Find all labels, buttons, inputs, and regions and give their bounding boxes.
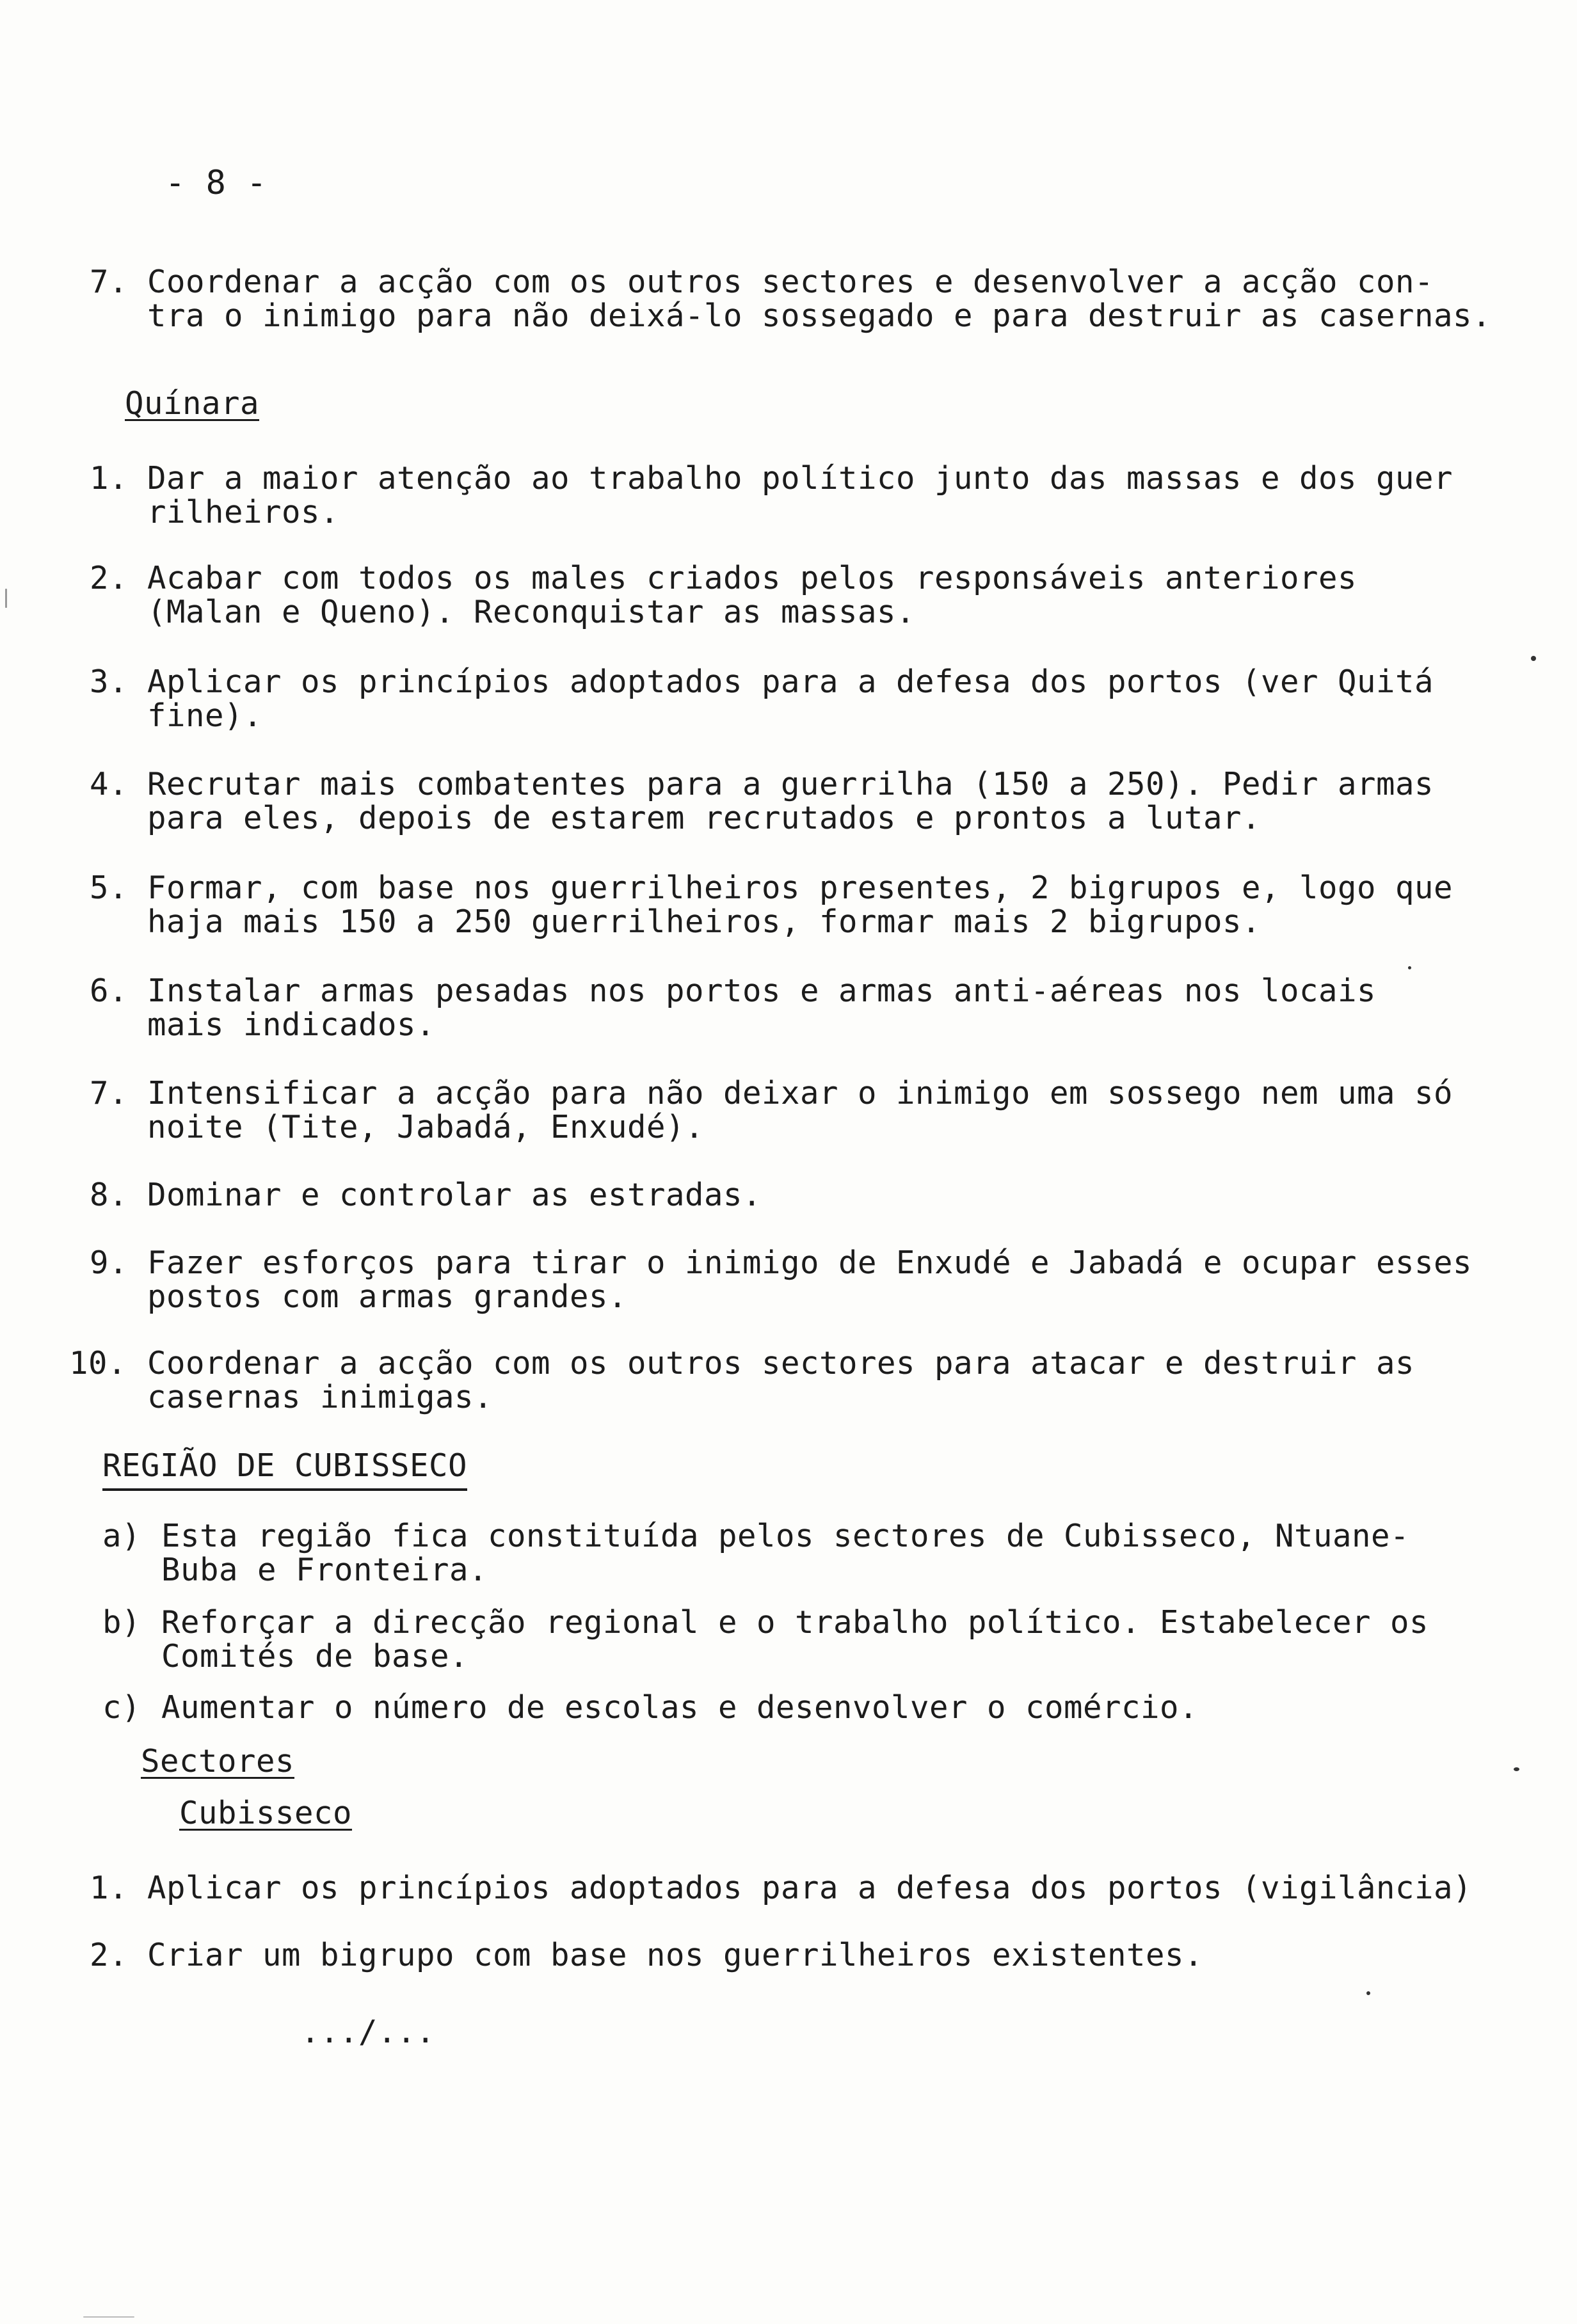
quinara-item-3 [90,665,1434,733]
item-number: 3. [90,664,129,700]
scan-speck [1514,1767,1519,1771]
item-number: 1. [90,460,129,497]
item-number: a) [102,1518,141,1554]
cubisseco-item-2 [90,1939,1203,1973]
item-line: fine). [147,697,263,734]
item-line: haja mais 150 a 250 guerrilheiros, formar mais 2 bigrupos. [147,903,1261,940]
quinara-item-7 [90,1077,1453,1145]
item-line: Recrutar mais combatentes para a guerrilha (150 a 250). Pedir armas [147,766,1434,802]
item-line: Intensificar a acção para não deixar o inimigo em sossego nem uma só [147,1075,1453,1111]
item-line: Aplicar os princípios adoptados para a defesa dos portos (vigilância) [147,1870,1473,1906]
quinara-item-1 [90,462,1453,530]
quinara-item-5 [90,872,1453,939]
item-number: 7. [90,1075,129,1111]
item-number: 10. [69,1345,127,1381]
item-line: mais indicados. [147,1006,436,1043]
scan-speck [83,2316,134,2318]
item-line: Esta região fica constituída pelos sectores de Cubisseco, Ntuane- [161,1518,1410,1554]
scan-speck [1366,1991,1370,1995]
item-number: b) [102,1604,141,1641]
item-number: 6. [90,973,129,1009]
quinara-item-8 [90,1179,762,1213]
scan-speck [1531,656,1536,661]
cubisseco-heading: Cubisseco [179,1795,353,1831]
item-line: postos com armas grandes. [147,1278,628,1315]
item-line: Criar um bigrupo com base nos guerrilheiros existentes. [147,1937,1204,1973]
item-line: noite (Tite, Jabadá, Enxudé). [147,1108,705,1145]
item-line: Reforçar a direcção regional e o trabalho político. Estabelecer os [161,1604,1429,1641]
item-number: 1. [90,1870,129,1906]
item-number: c) [102,1689,141,1726]
region-item-c [102,1691,1198,1725]
item-line: tra o inimigo para não deixá-lo sossegado e para destruir as casernas. [147,297,1492,334]
item-line: Dar a maior atenção ao trabalho político junto das massas e dos guer [147,460,1453,497]
scan-speck [1408,966,1411,969]
item-number: 2. [90,1937,129,1973]
item-line: Coordenar a acção com os outros sectores e desenvolver a acção con- [147,264,1434,300]
cubisseco-item-1 [90,1872,1472,1906]
item-number: 4. [90,766,129,802]
item-line: Instalar armas pesadas nos portos e armas anti-aéreas nos locais [147,973,1377,1009]
sectores-heading: Sectores [141,1743,295,1779]
quinara-item-10 [69,1347,1414,1415]
scan-speck [5,589,7,608]
item-line: Formar, com base nos guerrilheiros presentes, 2 bigrupos e, logo que [147,870,1453,906]
item-number: 9. [90,1245,129,1281]
item-line: Coordenar a acção com os outros sectores para atacar e destruir as [147,1345,1415,1381]
quinara-item-2 [90,562,1357,630]
item-line: Comités de base. [161,1637,469,1675]
quinara-item-6 [90,975,1376,1042]
item-line: casernas inimigas. [147,1378,493,1415]
item-line: Fazer esforços para tirar o inimigo de Enxudé e Jabadá e ocupar esses [147,1245,1473,1281]
quinara-heading: Quínara [125,385,260,422]
item-line: (Malan e Queno). Reconquistar as massas. [147,593,916,630]
page-number: - 8 - [165,164,268,202]
region-item-b [102,1606,1429,1674]
item-line: Aumentar o número de escolas e desenvolver o comércio. [161,1689,1199,1726]
item-line: Aplicar os princípios adoptados para a defesa dos portos (ver Quitá [147,664,1434,700]
quinara-item-9 [90,1246,1472,1314]
item-number: 5. [90,870,129,906]
item-line: Buba e Fronteira. [161,1551,488,1588]
item-line: para eles, depois de estarem recrutados e prontos a lutar. [147,799,1261,836]
intro-item-7 [90,266,1491,333]
item-line: Dominar e controlar as estradas. [147,1177,762,1213]
item-line: Acabar com todos os males criados pelos responsáveis anteriores [147,560,1357,596]
quinara-item-4 [90,768,1434,836]
item-number: 7. [90,264,129,300]
item-number: 8. [90,1177,129,1213]
item-line: rilheiros. [147,493,340,530]
region-item-a [102,1520,1409,1588]
region-heading: REGIÃO DE CUBISSECO [102,1449,467,1491]
continuation-mark: .../... [301,2014,436,2050]
item-number: 2. [90,560,129,596]
